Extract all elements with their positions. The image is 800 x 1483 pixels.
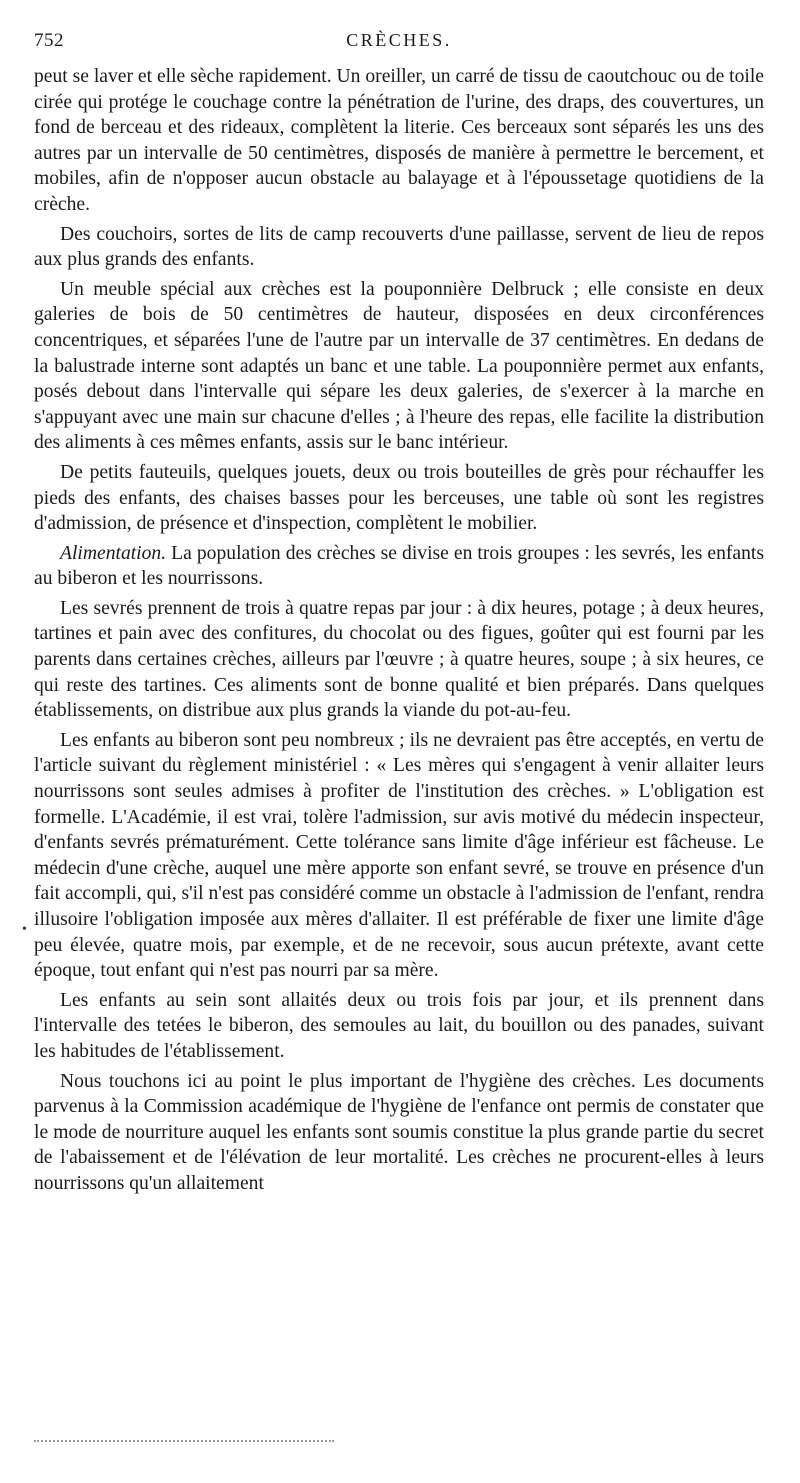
paragraph-sein (34, 988, 764, 1065)
paragraph-sevres (34, 596, 764, 724)
paragraph-biberon (34, 728, 764, 984)
paragraph-text: La population des crèches se divise en trois groupes : les sevrés, les enfants au biberon et les nourrissons. (34, 542, 764, 590)
body-text (34, 64, 764, 1201)
section-rubric: Alimentation. (60, 542, 167, 564)
running-head: CRÈCHES. (346, 30, 452, 50)
paragraph-pouponniere (34, 277, 764, 456)
paragraph-couchoirs (34, 222, 764, 273)
paragraph-text: Les enfants au sein sont allaités deux ou trois fois par jour, et ils prennent dans l'intervalle des tetées le biberon, des semoules au lait, du bouillon ou des panades, suivant les habitudes de l'établissement. (34, 989, 764, 1062)
paragraph-mobilier (34, 460, 764, 537)
paragraph-text: Des couchoirs, sortes de lits de camp recouverts d'une paillasse, servent de lieu de repos aux plus grands des enfants. (34, 223, 764, 271)
page-number: 752 (34, 30, 64, 51)
paragraph-text: Nous touchons ici au point le plus important de l'hygiène des crèches. Les documents parvenus à la Commission académique de l'hygiène de l'enfance ont permis de constater que le mode de nourriture auquel les enfants sont soumis constitue la plus grande partie du secret de l'abaissement et de l'élévation de leur mortalité. Les crèches ne procurent-elles à leurs nourrissons qu'un allaitement (34, 1070, 764, 1194)
paragraph-text: Les sevrés prennent de trois à quatre repas par jour : à dix heures, potage ; à deux heures, tartines et pain avec des confitures, du chocolat ou des figues, goûter qui est fourni par les parents dans certaines crèches, ailleurs par l'œuvre ; à quatre heures, soupe ; à six heures, ce qui reste des tartines. Ces aliments sont de bonne qualité et bien préparés. Dans quelques établissements, on distribue aux plus grands la viande du pot-au-feu. (34, 597, 764, 722)
margin-dot-mark: • (22, 922, 27, 937)
paragraph-text: De petits fauteuils, quelques jouets, deux ou trois bouteilles de grès pour réchauffer les pieds des enfants, des chaises basses pour les berceuses, une table où sont les registres d'admission, de présence et d'inspection, complètent le mobilier. (34, 461, 764, 535)
paragraph-literie (34, 64, 764, 218)
paragraph-text: Un meuble spécial aux crèches est la pouponnière Delbruck ; elle consiste en deux galeries de bois de 50 centimètres de hauteur, disposées en deux circonférences concentriques, et séparées l'une de l'autre par un intervalle de 37 centimètres. En dedans de la balustrade interne sont adaptés un banc et une table. La pouponnière permet aux enfants, posés debout dans l'intervalle qui sépare les deux galeries, de s'exercer à la marche en s'appuyant avec une main sur chacune d'elles ; à l'heure des repas, elle facilite la distribution des aliments à ces mêmes enfants, assis sur le banc intérieur. (34, 278, 764, 454)
paragraph-alimentation (34, 541, 764, 592)
paragraph-text: Les enfants au biberon sont peu nombreux ; ils ne devraient pas être acceptés, en vertu de l'article suivant du règlement ministériel : « Les mères qui s'engagent à venir allaiter leurs nourrissons sont seules admises à profiter de l'institution des crèches. » L'obligation est formelle. L'Académie, il est vrai, tolère l'admission, sur avis motivé du médecin inspecteur, d'enfants sevrés prématurément. Cette tolérance sans limite d'âge inférieur est fâcheuse. Le médecin d'une crèche, auquel une mère apporte son enfant sevré, se trouve en présence d'un fait accompli, qui, s'il n'est pas considéré comme un obstacle à l'admission de l'enfant, rendra illusoire l'obligation imposée aux mères d'allaiter. Il est préférable de fixer une limite d'âge peu élevée, quatre mois, par exemple, et de ne recevoir, sous aucun prétexte, avant cette époque, tout enfant qui n'est pas nourri par sa mère. (34, 729, 764, 982)
paragraph-text: peut se laver et elle sèche rapidement. Un oreiller, un carré de tissu de caoutchouc ou de toile cirée qui protége le couchage contre la pénétration de l'urine, des draps, des couvertures, un fond de berceau et des rideaux, complètent la literie. Ces berceaux sont séparés les uns des autres par un intervalle de 50 centimètres, disposés de manière à permettre le bercement, et mobiles, afin de n'opposer aucun obstacle au balayage et à l'époussetage quotidiens de la crèche. (34, 66, 764, 215)
page-header (34, 30, 764, 58)
paragraph-hygiene (34, 1069, 764, 1197)
footer-rule (34, 1440, 334, 1442)
